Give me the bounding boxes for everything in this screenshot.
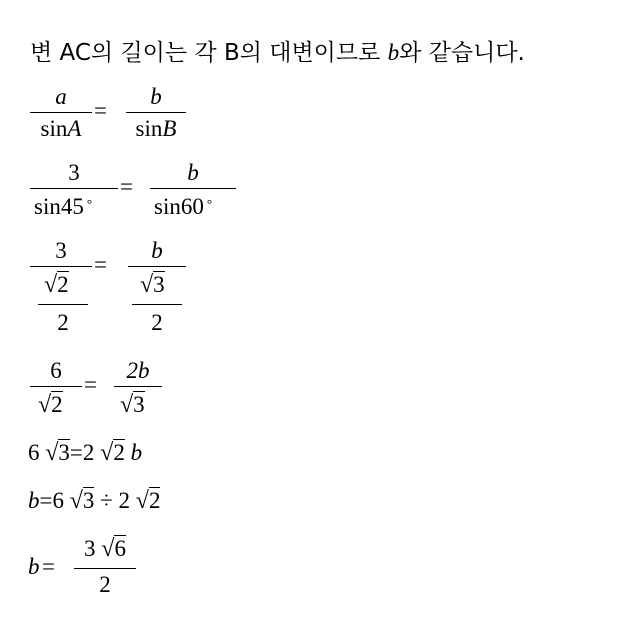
eq4-lhs-num: 6 [50, 358, 62, 383]
eq6-equals: = [39, 488, 53, 513]
eq6-var: b [28, 488, 40, 513]
intro-text-before: 변 AC의 길이는 각 B의 대변이므로 [30, 40, 381, 66]
eq4-equals: = [84, 372, 97, 397]
eq6-b: 2 [118, 488, 131, 513]
eq2-lhs-den: sin45 ° [34, 194, 93, 219]
eq6-a: 6 [52, 488, 64, 513]
eq2-rhs-num: b [187, 160, 199, 185]
eq1-rhs-den: sinB [135, 116, 177, 141]
eq3-lhs-bar [30, 266, 92, 267]
eq3-lhs-num: 3 [55, 238, 67, 263]
eq1-equals: = [94, 98, 107, 123]
eq4-lhs-bar [30, 386, 82, 387]
intro-var: b [387, 40, 400, 65]
eq1-lhs-num: a [55, 84, 67, 109]
intro-text-after: 와 같습니다. [399, 40, 525, 66]
eq5-equals: = [69, 440, 83, 465]
eq4-lhs-sqrt: √2 [38, 392, 63, 418]
eq7-den: 2 [99, 572, 111, 597]
eq1-lhs-bar [30, 112, 92, 113]
eq7-var: b [28, 554, 40, 579]
eq5-a-sqrt: √3 [45, 440, 70, 466]
eq3-rhs-bar [128, 266, 186, 267]
eq5-b: 2 [82, 440, 95, 465]
eq3-lhs-sub-den: 2 [57, 310, 69, 335]
eq3-lhs-sub-bar [38, 304, 88, 305]
eq3-lhs-sqrt: √2 [44, 272, 69, 298]
eq5-a: 6 [28, 440, 40, 465]
eq2-lhs-bar [30, 188, 118, 189]
eq6-a-sqrt: √3 [69, 488, 95, 514]
eq5-var: b [130, 440, 143, 465]
eq3-rhs-sub-bar [132, 304, 182, 305]
eq2-rhs-den: sin60 ° [154, 194, 213, 219]
eq2-lhs-num: 3 [68, 160, 80, 185]
eq6-b-sqrt: √2 [135, 488, 161, 514]
eq5-b-sqrt: √2 [100, 440, 125, 466]
eq1-lhs-den: sinA [40, 116, 82, 141]
eq3-rhs-num: b [151, 238, 163, 263]
intro-text [30, 34, 525, 67]
eq4-rhs-num: 2b [126, 358, 150, 383]
eq3-rhs-sqrt: √3 [140, 272, 165, 298]
eq2-rhs-bar [150, 188, 236, 189]
equation-6 [28, 488, 160, 515]
eq1-rhs-num: b [150, 84, 162, 109]
eq3-equals: = [94, 252, 107, 277]
eq4-rhs-sqrt: √3 [120, 392, 145, 418]
eq2-equals: = [120, 174, 133, 199]
eq6-op: ÷ [100, 488, 113, 513]
equation-5 [28, 440, 142, 467]
eq7-equals: = [42, 554, 55, 579]
eq7-num: 3 √6 [84, 536, 126, 562]
eq1-rhs-bar [126, 112, 186, 113]
eq7-bar [74, 568, 136, 569]
eq3-rhs-sub-den: 2 [151, 310, 163, 335]
eq4-rhs-bar [114, 386, 162, 387]
